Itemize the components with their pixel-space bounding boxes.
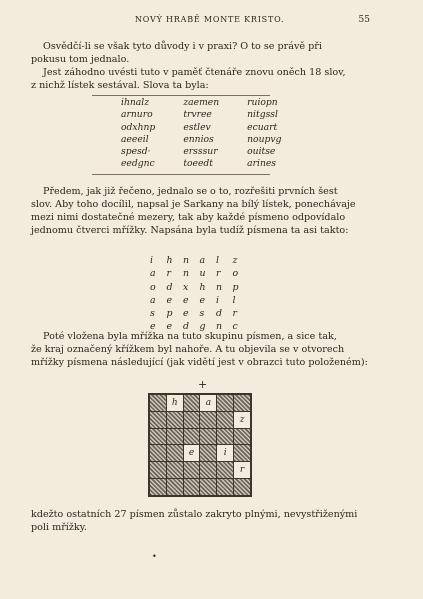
grid-letter: e [183, 308, 189, 320]
grid-letter: x [183, 281, 189, 293]
word: toeedt [183, 158, 213, 170]
grid-letter: d [216, 308, 223, 320]
text-line: slov. Aby toho docílil, napsal je Sarkany na bílý lístek, ponechávaje [31, 199, 356, 210]
cross-mark: + [198, 378, 208, 391]
grille-closed-cell [184, 479, 200, 495]
text-line: mřížky písmena následující (jak vidětí jest v obrazci tuto položeném): [31, 357, 368, 368]
grille-closed-cell [234, 429, 250, 445]
grille-closed-cell [217, 429, 233, 445]
grid-letter: a [199, 255, 206, 266]
grille-open-cell: r [234, 462, 250, 478]
grid-letter: i [216, 294, 219, 306]
word: ersssur [183, 146, 218, 158]
grid-letter: o [150, 281, 156, 293]
word: ruiopn [247, 97, 278, 108]
page-number: 55 [358, 15, 370, 25]
grille-closed-cell [184, 429, 200, 445]
grille-closed-cell [200, 445, 216, 461]
text-line: z nichž lístek sestával. Slova ta byla: [31, 80, 209, 91]
grid-letter: s [150, 308, 155, 320]
grid-letter: a [150, 294, 156, 306]
paragraph-closing [31, 508, 361, 534]
grille-closed-cell [217, 462, 233, 478]
text-line: poli mřížky. [31, 522, 87, 533]
grille-closed-cell [150, 395, 166, 411]
grille-closed-cell [217, 395, 233, 411]
word: nitgssl [247, 109, 278, 121]
grid-letter: d [183, 321, 190, 333]
grid-letter: c [232, 321, 238, 333]
word: noupvg [247, 133, 282, 145]
grid-letter: e [199, 294, 206, 306]
grille-closed-cell [150, 445, 166, 461]
paragraph-grille [31, 330, 368, 369]
paragraph-method [31, 185, 361, 237]
word: eedgnc [121, 158, 155, 170]
grid-letter: s [199, 308, 205, 320]
grille-open-cell: z [234, 412, 250, 428]
grid-letter: n [216, 321, 223, 333]
grid-letter: a [150, 268, 156, 280]
text-line: pokusu tom jednalo. [31, 54, 130, 65]
grid-letter: e [150, 321, 156, 333]
word: spesd· [121, 146, 151, 158]
word: arines [247, 158, 277, 170]
grille-closed-cell [217, 412, 233, 428]
grille-closed-cell [184, 462, 200, 478]
grille-open-cell: a [200, 395, 216, 411]
grille-closed-cell [200, 462, 216, 478]
grid-letter: i [150, 255, 153, 266]
grid-letter: r [216, 268, 221, 280]
grid-letter: o [232, 268, 239, 280]
grille-closed-cell [184, 395, 200, 411]
page-header [40, 15, 370, 25]
word-table [92, 97, 282, 171]
grid-letter: h [166, 255, 173, 266]
text-line: kdežto ostatních 27 písmen zůstalo zakryto plnými, nevystřiženými [31, 509, 358, 520]
grid-letter: u [199, 268, 206, 280]
running-head: NOVÝ HRABĚ MONTE KRISTO. [135, 15, 285, 24]
grid-letter: z [232, 255, 238, 266]
word-column [92, 97, 155, 171]
word: zaemen [183, 97, 220, 108]
grid-letter: r [232, 308, 237, 320]
text-line: Jest záhodno uvésti tuto v paměť čtenáře znovu oněch 18 slov, [43, 67, 346, 78]
word: ecuart [247, 121, 278, 133]
grille-closed-cell [234, 445, 250, 461]
grille-closed-cell [200, 479, 216, 495]
grid-letter: d [166, 281, 173, 293]
grille-closed-cell [234, 479, 250, 495]
word: ouitse [247, 146, 276, 158]
grid-letter: p [232, 281, 239, 293]
letter-grid [150, 255, 249, 335]
grille-closed-cell [234, 395, 250, 411]
word: arnuro [121, 109, 153, 121]
grille-closed-cell [167, 462, 183, 478]
table-top-rule [92, 95, 270, 96]
word: trvree [183, 109, 212, 121]
paragraph-intro [31, 40, 361, 92]
cipher-grille [148, 393, 252, 497]
grid-letter: g [199, 321, 206, 333]
grille-closed-cell [184, 412, 200, 428]
text-line: Poté vložena byla mřížka na tuto skupinu písmen, a sice tak, [43, 331, 337, 342]
grid-letter: n [216, 281, 223, 293]
word-column [219, 97, 281, 171]
word: ennios [183, 133, 214, 145]
grille-closed-cell [200, 429, 216, 445]
grille-closed-cell [217, 479, 233, 495]
grille-open-cell: h [167, 395, 183, 411]
grid-letter: n [183, 255, 190, 266]
grille-closed-cell [150, 462, 166, 478]
word: aeeeil [121, 133, 149, 145]
grille-closed-cell [167, 429, 183, 445]
table-bottom-rule [92, 174, 270, 175]
grille-closed-cell [167, 479, 183, 495]
word-column [155, 97, 219, 171]
grille-closed-cell [167, 412, 183, 428]
grid-letter: l [216, 255, 219, 266]
grid-letter: e [166, 321, 173, 333]
text-line: že kraj označený křížkem byl nahoře. A tu objevila se v otvorech [31, 344, 345, 355]
word: odxhnp [121, 121, 156, 133]
text-line: jednomu čtverci mřížky. Napsána byla tudíž písmena ta asi takto: [31, 225, 349, 236]
grille-closed-cell [150, 412, 166, 428]
grid-letter: r [166, 268, 171, 280]
grille-closed-cell [150, 479, 166, 495]
grille-closed-cell [167, 445, 183, 461]
grille-closed-cell [150, 429, 166, 445]
grid-letter: p [166, 308, 173, 320]
grid-letter: l [232, 294, 236, 306]
text-line: mezi nimi dostatečné mezery, tak aby každé písmeno odpovídalo [31, 212, 346, 223]
stray-mark: • [152, 552, 157, 561]
grid-letter: n [183, 268, 190, 280]
grid-letter: h [199, 281, 206, 293]
grille-open-cell: e [184, 445, 200, 461]
grid-letter: e [183, 294, 189, 306]
word: ihnalz [121, 97, 150, 108]
grid-letter: e [166, 294, 173, 306]
text-line: Osvědčí-li se však tyto důvody i v praxi? O to se právě při [43, 41, 322, 52]
word: estlev [183, 121, 211, 133]
text-line: Předem, jak již řečeno, jednalo se o to, rozřešiti prvních šest [43, 186, 338, 197]
grille-closed-cell [200, 412, 216, 428]
grille-open-cell: i [217, 445, 233, 461]
